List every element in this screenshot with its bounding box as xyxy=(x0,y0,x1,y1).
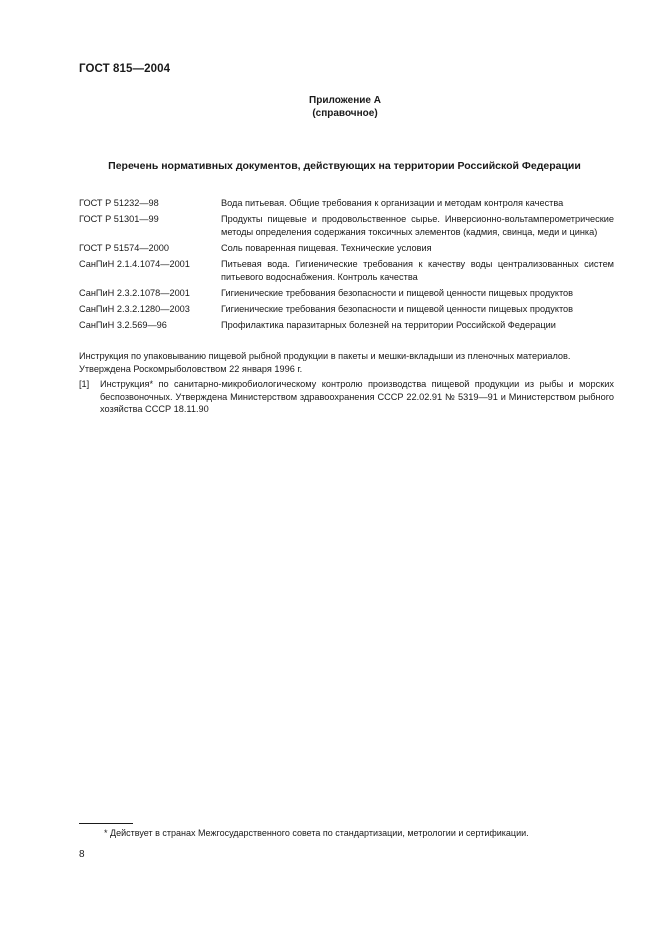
bibliography-text: Инструкция* по санитарно-микробиологическому контролю производства пищевой продукции из рыбы и морских беспозвоночных. Утверждена Министерством здравоохранения СССР 22.02.91 № 5319—91 и Министерством рыбного хозяйства СССР 18.11.90 xyxy=(100,379,614,415)
reference-title: Соль поваренная пищевая. Технические условия xyxy=(221,242,432,253)
appendix-title: Приложение А xyxy=(309,95,381,106)
reference-code: ГОСТ Р 51301—99 xyxy=(79,214,159,225)
footnote-divider xyxy=(79,823,133,824)
reference-code: СанПиН 2.3.2.1280—2003 xyxy=(79,304,190,315)
reference-title: Профилактика паразитарных болезней на территории Российской Федерации xyxy=(221,320,556,331)
bibliography-number: [1] xyxy=(79,379,90,389)
footnote: * Действует в странах Межгосударственного совета по стандартизации, метрологии и сертификации. xyxy=(104,828,529,838)
instruction-reference: Инструкция по упаковыванию пищевой рыбной продукции в пакеты и мешки-вкладыши из пленочных материалов. Утверждена Роскомрыболовством 22 января 1996 г. xyxy=(79,351,571,374)
reference-code: ГОСТ Р 51574—2000 xyxy=(79,242,169,253)
reference-row xyxy=(79,213,614,238)
reference-title: Гигиенические требования безопасности и пищевой ценности пищевых продуктов xyxy=(221,287,574,298)
reference-row xyxy=(79,258,614,283)
reference-row xyxy=(79,197,614,210)
reference-code: ГОСТ Р 51232—98 xyxy=(79,198,159,208)
bibliography-entry xyxy=(79,378,614,416)
document-code: ГОСТ 815—2004 xyxy=(79,63,171,75)
reference-row xyxy=(79,242,614,255)
list-title: Перечень нормативных документов, действующих на территории Российской Федерации xyxy=(108,160,581,172)
reference-title: Продукты пищевые и продовольственное сырье. Инверсионно-вольтамперометрические методы определения содержания токсичных элементов (кадмия, свинца, меди и цинка) xyxy=(221,214,614,237)
reference-row xyxy=(79,303,614,316)
appendix-subtitle: (справочное) xyxy=(312,108,378,119)
reference-row xyxy=(79,319,614,332)
reference-code: СанПиН 2.3.2.1078—2001 xyxy=(79,287,190,298)
reference-title: Гигиенические требования безопасности и пищевой ценности пищевых продуктов xyxy=(221,304,574,315)
reference-row xyxy=(79,287,614,300)
reference-code: СанПиН 3.2.569—96 xyxy=(79,320,167,331)
page-number: 8 xyxy=(79,849,85,860)
appendix-heading xyxy=(0,94,661,120)
reference-code: СанПиН 2.1.4.1074—2001 xyxy=(79,259,190,270)
reference-title: Вода питьевая. Общие требования к организации и методам контроля качества xyxy=(221,198,564,208)
reference-list xyxy=(79,197,614,336)
reference-title: Питьевая вода. Гигиенические требования к качеству воды централизованных систем питьевого водоснабжения. Контроль качества xyxy=(221,259,614,282)
